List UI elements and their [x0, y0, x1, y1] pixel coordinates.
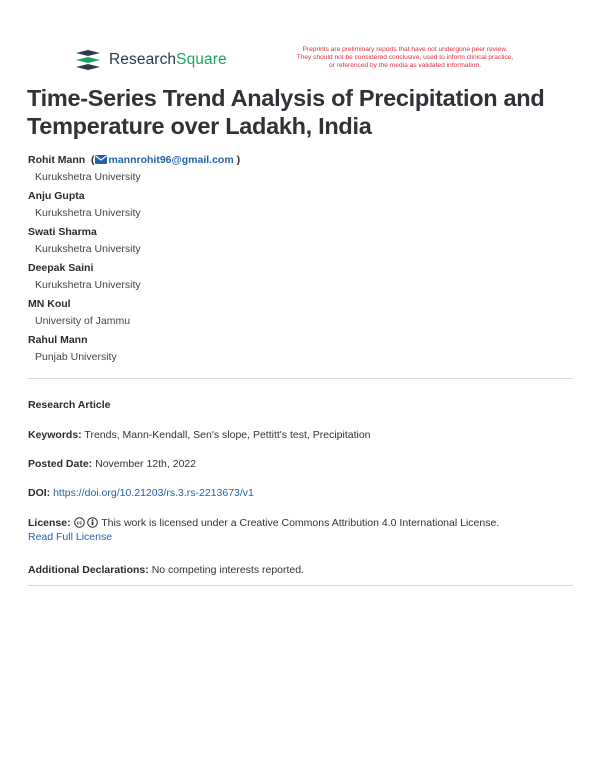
- author-email-wrap: ( mannrohit96@gmail.com ): [88, 154, 241, 166]
- brand-name-part2: Square: [176, 51, 227, 68]
- read-full-license-link[interactable]: Read Full License: [28, 531, 113, 543]
- author-affiliation: Kurukshetra University: [35, 279, 141, 291]
- research-square-logo[interactable]: [74, 48, 227, 72]
- license-text: This work is licensed under a Creative Commons Attribution 4.0 International License.: [101, 517, 500, 529]
- author-email-link[interactable]: mannrohit96@gmail.com: [108, 154, 234, 166]
- author-affiliation: University of Jammu: [35, 315, 131, 327]
- brand-name: [109, 51, 227, 69]
- declarations-row: [28, 563, 573, 577]
- author-affiliation: Kurukshetra University: [35, 171, 141, 183]
- research-square-mark-icon: [74, 49, 102, 71]
- author-name: Anju Gupta: [28, 190, 85, 202]
- author-affiliation: Kurukshetra University: [35, 243, 141, 255]
- posted-date-value: November 12th, 2022: [95, 458, 197, 470]
- author-entry: [28, 297, 568, 333]
- divider: [28, 378, 573, 379]
- author-entry: [28, 333, 568, 369]
- doi-link[interactable]: https://doi.org/10.21203/rs.3.rs-2213673/v1: [53, 487, 254, 499]
- preprint-disclaimer: [270, 46, 540, 70]
- disclaimer-line: or referenced by the media as validated information.: [328, 62, 482, 69]
- author-entry: [28, 261, 568, 297]
- doi-label: DOI:: [28, 487, 51, 499]
- brand-name-part1: Research: [109, 51, 177, 68]
- author-name: Rahul Mann: [28, 334, 88, 346]
- author-name: Deepak Saini: [28, 262, 94, 274]
- posted-date-label: Posted Date:: [28, 458, 93, 470]
- posted-date-row: [28, 457, 573, 471]
- declarations-label: Additional Declarations:: [28, 564, 149, 576]
- article-title: Time-Series Trend Analysis of Precipitation and Temperature over Ladakh, India: [27, 85, 545, 139]
- article-type: [28, 398, 573, 412]
- author-entry: [28, 153, 568, 189]
- license-label: License:: [28, 517, 71, 529]
- author-entry: [28, 189, 568, 225]
- license-row: [28, 516, 573, 544]
- author-affiliation: Kurukshetra University: [35, 207, 141, 219]
- author-affiliation: Punjab University: [35, 351, 117, 363]
- disclaimer-line: Preprints are preliminary reports that have not undergone peer review.: [302, 46, 508, 53]
- author-name: Swati Sharma: [28, 226, 97, 238]
- doi-row: [28, 486, 573, 500]
- keywords-label: Keywords:: [28, 429, 82, 441]
- disclaimer-line: They should not be considered conclusive, used to inform clinical practice,: [296, 54, 514, 61]
- author-name-line: [28, 153, 568, 167]
- declarations-value: No competing interests reported.: [151, 564, 305, 576]
- envelope-icon: [95, 155, 107, 164]
- author-name: MN Koul: [28, 298, 71, 310]
- attribution-icon: [87, 517, 98, 528]
- divider: [28, 585, 573, 586]
- author-entry: [28, 225, 568, 261]
- author-name: Rohit Mann: [28, 154, 86, 166]
- creative-commons-icon: [74, 517, 85, 528]
- keywords-row: [28, 428, 573, 442]
- article-type-label: Research Article: [28, 399, 111, 411]
- keywords-value: Trends, Mann-Kendall, Sen's slope, Pettitt's test, Precipitation: [84, 429, 371, 441]
- svg-text:cc: cc: [76, 520, 82, 527]
- author-list: [28, 153, 568, 369]
